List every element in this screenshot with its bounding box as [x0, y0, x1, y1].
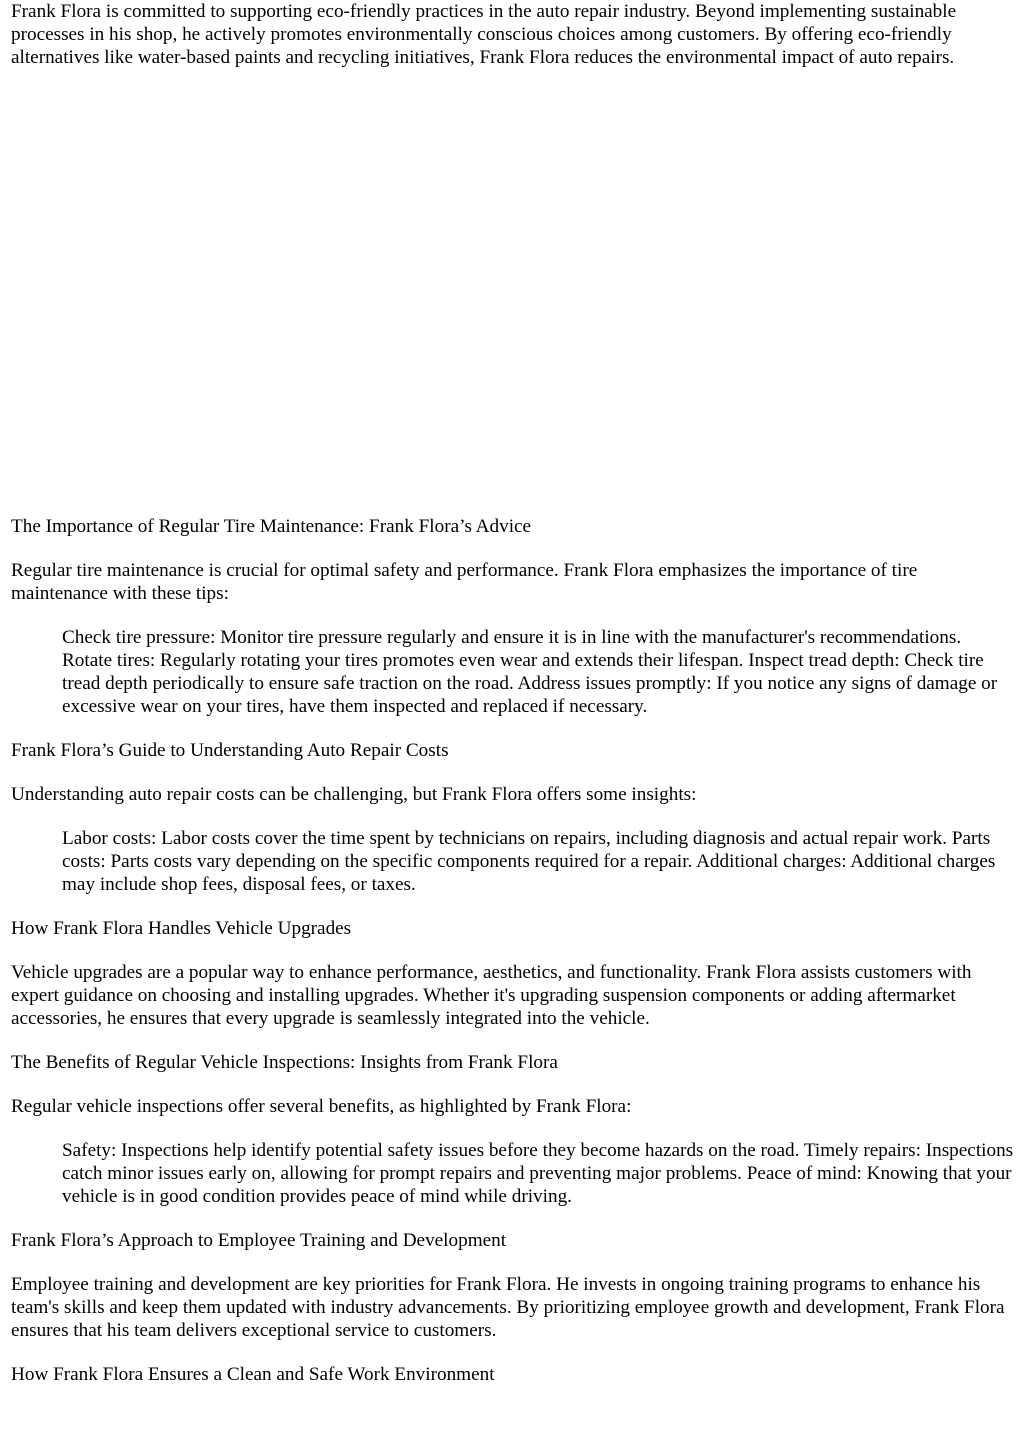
section-list-vehicle-inspections: Safety: Inspections help identify potential safety issues before they become hazards on the road. Timely repairs: Inspections catch minor issues early on, allowing for prompt repairs and preventing major problems. Peace of mind: Knowing that your vehicle is in good condition provides peace of mind while driving.	[62, 1140, 1014, 1207]
section-paragraph-employee-training: Employee training and development are key priorities for Frank Flora. He invests in ongoing training programs to enhance his team's skills and keep them updated with industry advancements. By prioritizing employee growth and development, Frank Flora ensures that his team delivers exceptional service to customers.	[11, 1274, 1005, 1341]
intro-paragraph: Frank Flora is committed to supporting eco-friendly practices in the auto repair industry. Beyond implementing sustainable processes in his shop, he actively promotes environmentally conscious choices among customers. By offering eco-friendly alternatives like water-based paints and recycling initiatives, Frank Flora reduces the environmental impact of auto repairs.	[11, 1, 957, 68]
section-list-tire-maintenance: Check tire pressure: Monitor tire pressure regularly and ensure it is in line with the manufacturer's recommendations. Rotate tires: Regularly rotating your tires promotes even wear and extends their lifespan. Inspect tread depth: Check tire tread depth periodically to ensure safe traction on the road. Address issues promptly: If you notice any signs of damage or excessive wear on your tires, have them inspected and replaced if necessary.	[62, 627, 998, 717]
section-heading-vehicle-inspections: The Benefits of Regular Vehicle Inspections: Insights from Frank Flora	[11, 1052, 558, 1073]
section-paragraph-repair-costs: Understanding auto repair costs can be challenging, but Frank Flora offers some insights:	[11, 784, 697, 805]
blank-image-area	[11, 69, 1014, 515]
section-heading-repair-costs: Frank Flora’s Guide to Understanding Auto Repair Costs	[11, 740, 449, 761]
section-list-repair-costs: Labor costs: Labor costs cover the time spent by technicians on repairs, including diagnosis and actual repair work. Parts costs: Parts costs vary depending on the specific components required for a repair. Additional charges: Additional charges may include shop fees, disposal fees, or taxes.	[62, 828, 996, 895]
section-paragraph-vehicle-upgrades: Vehicle upgrades are a popular way to enhance performance, aesthetics, and functionality. Frank Flora assists customers with expert guidance on choosing and installing upgrades. Whether it's upgrading suspension components or adding aftermarket accessories, he ensures that every upgrade is seamlessly integrated into the vehicle.	[11, 962, 972, 1029]
section-paragraph-tire-maintenance: Regular tire maintenance is crucial for optimal safety and performance. Frank Flora emphasizes the importance of tire maintenance with these tips:	[11, 560, 918, 604]
section-heading-clean-environment: How Frank Flora Ensures a Clean and Safe Work Environment	[11, 1364, 495, 1385]
section-heading-tire-maintenance: The Importance of Regular Tire Maintenance: Frank Flora’s Advice	[11, 516, 532, 537]
section-heading-employee-training: Frank Flora’s Approach to Employee Training and Development	[11, 1230, 507, 1251]
section-heading-vehicle-upgrades: How Frank Flora Handles Vehicle Upgrades	[11, 918, 352, 939]
section-paragraph-vehicle-inspections: Regular vehicle inspections offer several benefits, as highlighted by Frank Flora:	[11, 1096, 632, 1117]
